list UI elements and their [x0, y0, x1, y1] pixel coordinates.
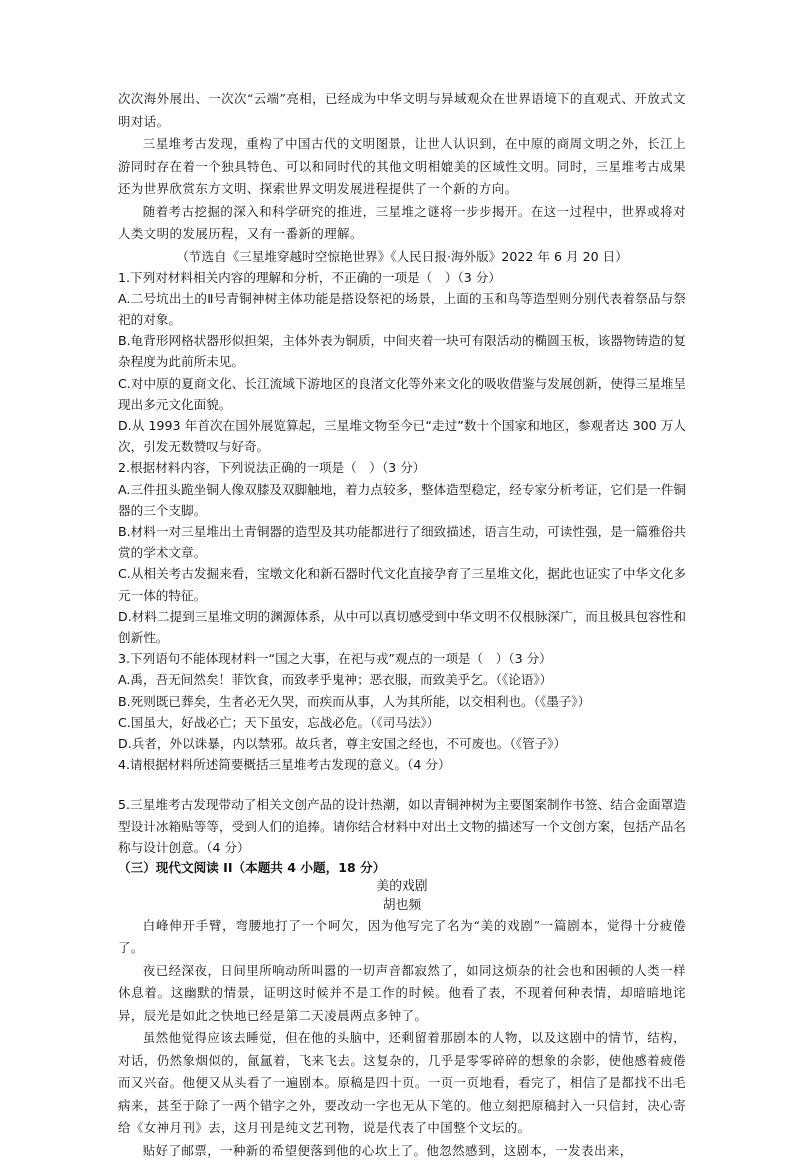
question-3-option-b: B.死则既已葬矣，生者必无久哭，而疾而从事，人为其所能，以交相利也。（《墨子》） [118, 693, 591, 709]
source-citation: （节选自《三星堆穿越时空惊艳世界》《人民日报·海外版》2022 年 6 月 20 日） [176, 248, 628, 264]
question-1-option-d: D.从 1993 年首次在国外展览算起，三星堆文物至今已“走过”数十个国家和地区，参观者达 300 万人次，引发无数赞叹与好奇。 [118, 417, 686, 455]
question-2-option-a: A.三件扭头跪坐铜人像双膝及双脚触地，着力点较多，整体造型稳定，经专家分析考证，它们是一件铜器的三个支脚。 [118, 481, 686, 518]
paragraph-opening: 次次海外展出、一次次“云端”亮相，已经成为中华文明与异域观众在世界语境下的直观式、开放式文明对话。 [118, 91, 686, 129]
question-3 [118, 648, 686, 754]
story-title: 美的戏剧 [376, 878, 428, 894]
question-3-stem: 3.下列语句不能体现材料一“国之大事，在祀与戎”观点的一项是（ ）（3 分） [118, 651, 552, 667]
paragraph-outlook: 随着考古挖掘的深入和科学研究的推进，三星堆之谜将一步步揭开。在这一过程中，世界或将对人类文明的发展历程，又有一番新的理解。 [118, 203, 686, 241]
document-page [118, 88, 686, 1162]
answer-space [118, 775, 686, 794]
question-4: 4.请根据材料所述简要概括三星堆考古发现的意义。（4 分） [118, 757, 451, 773]
question-2-option-b: B.材料一对三星堆出土青铜器的造型及其功能都进行了细致描述，语言生动，可读性强，是一篇雅俗共赏的学术文章。 [118, 523, 686, 561]
question-2-option-c: C.从相关考古发掘来看，宝墩文化和新石器时代文化直接孕育了三星堆文化，据此也证实了中华文化多元一体的特征。 [118, 566, 686, 603]
question-3-option-d: D.兵者，外以诛暴，内以禁邪。故兵者，尊主安国之经也，不可废也。（《管子》） [118, 735, 567, 751]
story-paragraph-4: 贴好了邮票，一种新的希望便落到他的心坎上了。他忽然感到，这剧本，一发表出来， [142, 1142, 633, 1158]
question-2-stem: 2.根据材料内容，下列说法正确的一项是（ ）（3 分） [118, 460, 426, 476]
story-paragraph-2: 夜已经深夜，日间里所响动所叫嚣的一切声音都寂然了，如同这烦杂的社会也和困顿的人类一样休息着。这幽默的情景，证明这时候并不是工作的时候。他看了表，不现着何种表情，却暗暗地诧异，辰光是如此之快地已经是第二天凌晨两点多钟了。 [118, 962, 686, 1023]
question-1 [118, 267, 686, 458]
question-1-option-a: A.二号坑出土的Ⅱ号青铜神树主体功能是搭设祭祀的场景，上面的玉和鸟等造型则分别代表着祭品与祭祀的对象。 [118, 290, 686, 327]
question-5: 5.三星堆考古发现带动了相关文创产品的设计热潮，如以青铜神树为主要图案制作书签、结合金面罩造型设计冰箱贴等等，受到人们的追捧。请你结合材料中对出土文物的描述写一个文创方案，包括产品名称与设计创意。（4 分） [118, 797, 686, 855]
question-1-option-b: B.龟背形网格状器形似担架，主体外表为铜质，中间夹着一块可有限活动的椭圆玉板，该器物铸造的复杂程度为此前所未见。 [118, 333, 686, 370]
section-heading: （三）现代文阅读 II（本题共 4 小题，18 分） [118, 859, 386, 875]
question-3-option-a: A.禹，吾无间然矣！菲饮食，而致孝乎鬼神；恶衣服，而致美乎乞。（《论语》） [118, 672, 553, 688]
question-3-option-c: C.国虽大，好战必亡；天下虽安，忘战必危。（《司马法》） [118, 714, 440, 730]
story-paragraph-3: 虽然他觉得应该去睡觉，但在他的头脑中，还剩留着那剧本的人物，以及这剧中的情节，结构，对话，仍然象烟似的，氤氲着，飞来飞去。这复杂的，几乎是零零碎碎的想象的余影，使他感着疲倦而又兴奋。他便又从头看了一遍剧本。原稿是四十页。一页一页地看，看完了，相信了是都找不出毛病来，甚至于除了一两个错字之外，要改动一字也无从下笔的。他立刻把原稿封入一只信封，决心寄给《女神月刊》去，这月刊是纯文艺刊物，说是代表了中国整个文坛的。 [118, 1030, 686, 1136]
question-2-option-d: D.材料二提到三星堆文明的渊源体系，从中可以真切感受到中华文明不仅根脉深广，而且极具包容性和创新性。 [118, 608, 686, 645]
question-1-stem: 1.下列对材料相关内容的理解和分析，不正确的一项是（ ）（3 分） [118, 269, 501, 285]
story-author: 胡也频 [382, 897, 422, 913]
story-paragraph-1: 白峰伸开手臂，弯腰地打了一个呵欠，因为他写完了名为“美的戏剧”一篇剧本，觉得十分疲倦了。 [118, 917, 686, 956]
paragraph-significance: 三星堆考古发现，重构了中国古代的文明图景，让世人认识到，在中原的商周文明之外，长江上游同时存在着一个独具特色、可以和同时代的其他文明相媲美的区域性文明。同时，三星堆考古成果还为世界欣赏东方文明、探索世界文明发展进程提供了一个新的方向。 [118, 136, 686, 196]
question-2 [118, 457, 686, 648]
question-1-option-c: C.对中原的夏商文化、长江流域下游地区的良渚文化等外来文化的吸收借鉴与发展创新，使得三星堆呈现出多元文化面貌。 [118, 375, 686, 412]
